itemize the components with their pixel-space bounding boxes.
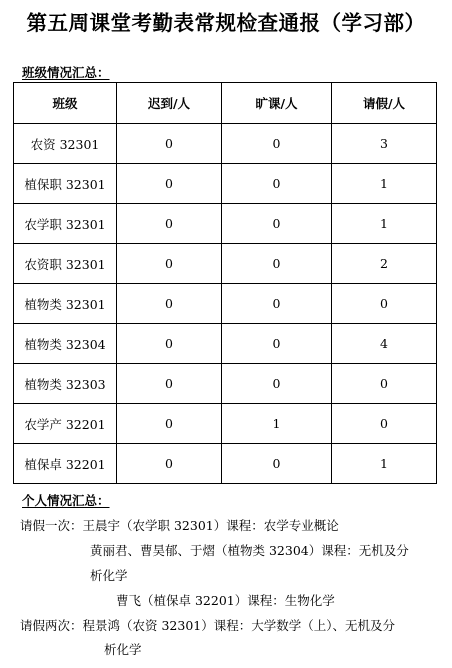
cell-absent: 1 (222, 404, 332, 444)
table-row (14, 364, 437, 404)
cell-late: 0 (117, 404, 222, 444)
personal-line: 黄丽君、曹昊郁、于熠（植物类 32304）课程：无机及分 (90, 543, 409, 558)
table-row (14, 204, 437, 244)
table-row (14, 324, 437, 364)
table-row (14, 404, 437, 444)
cell-absent: 0 (222, 364, 332, 404)
cell-late: 0 (117, 444, 222, 484)
page-title: 第五周课堂考勤表常规检查通报（学习部） (26, 11, 426, 35)
table-row (14, 164, 437, 204)
table-row (14, 284, 437, 324)
cell-class: 植保卓 32201 (14, 444, 117, 484)
personal-line: 请假两次：程景鸿（农资 32301）课程：大学数学（上）、无机及分 (20, 618, 395, 633)
cell-absent: 0 (222, 204, 332, 244)
cell-leave: 3 (332, 124, 437, 164)
cell-late: 0 (117, 124, 222, 164)
cell-leave: 0 (332, 284, 437, 324)
cell-leave: 2 (332, 244, 437, 284)
attendance-table (13, 82, 437, 484)
personal-summary-heading: 个人情况汇总： (22, 493, 110, 508)
personal-line: 析化学 (90, 568, 128, 583)
cell-class: 植保职 32301 (14, 164, 117, 204)
table-header-row (14, 83, 437, 124)
cell-leave: 1 (332, 444, 437, 484)
cell-absent: 0 (222, 444, 332, 484)
cell-late: 0 (117, 324, 222, 364)
cell-leave: 1 (332, 204, 437, 244)
cell-late: 0 (117, 364, 222, 404)
cell-late: 0 (117, 204, 222, 244)
personal-line: 请假一次：王晨宇（农学职 32301）课程：农学专业概论 (20, 518, 339, 533)
personal-line: 曹飞（植保卓 32201）课程：生物化学 (116, 593, 335, 608)
header-class: 班级 (14, 83, 117, 124)
class-summary-heading: 班级情况汇总： (22, 65, 110, 80)
header-late: 迟到/人 (117, 83, 222, 124)
cell-absent: 0 (222, 124, 332, 164)
cell-class: 农学产 32201 (14, 404, 117, 444)
cell-class: 植物类 32304 (14, 324, 117, 364)
cell-leave: 1 (332, 164, 437, 204)
cell-class: 植物类 32303 (14, 364, 117, 404)
table-row (14, 124, 437, 164)
table-row (14, 444, 437, 484)
cell-late: 0 (117, 284, 222, 324)
cell-late: 0 (117, 164, 222, 204)
cell-leave: 0 (332, 404, 437, 444)
header-absent: 旷课/人 (222, 83, 332, 124)
cell-class: 农资 32301 (14, 124, 117, 164)
cell-class: 农学职 32301 (14, 204, 117, 244)
cell-class: 植物类 32301 (14, 284, 117, 324)
cell-leave: 0 (332, 364, 437, 404)
table-row (14, 244, 437, 284)
cell-absent: 0 (222, 164, 332, 204)
cell-class: 农资职 32301 (14, 244, 117, 284)
cell-absent: 0 (222, 324, 332, 364)
cell-leave: 4 (332, 324, 437, 364)
header-leave: 请假/人 (332, 83, 437, 124)
personal-line: 析化学 (104, 642, 142, 657)
cell-absent: 0 (222, 244, 332, 284)
cell-absent: 0 (222, 284, 332, 324)
cell-late: 0 (117, 244, 222, 284)
